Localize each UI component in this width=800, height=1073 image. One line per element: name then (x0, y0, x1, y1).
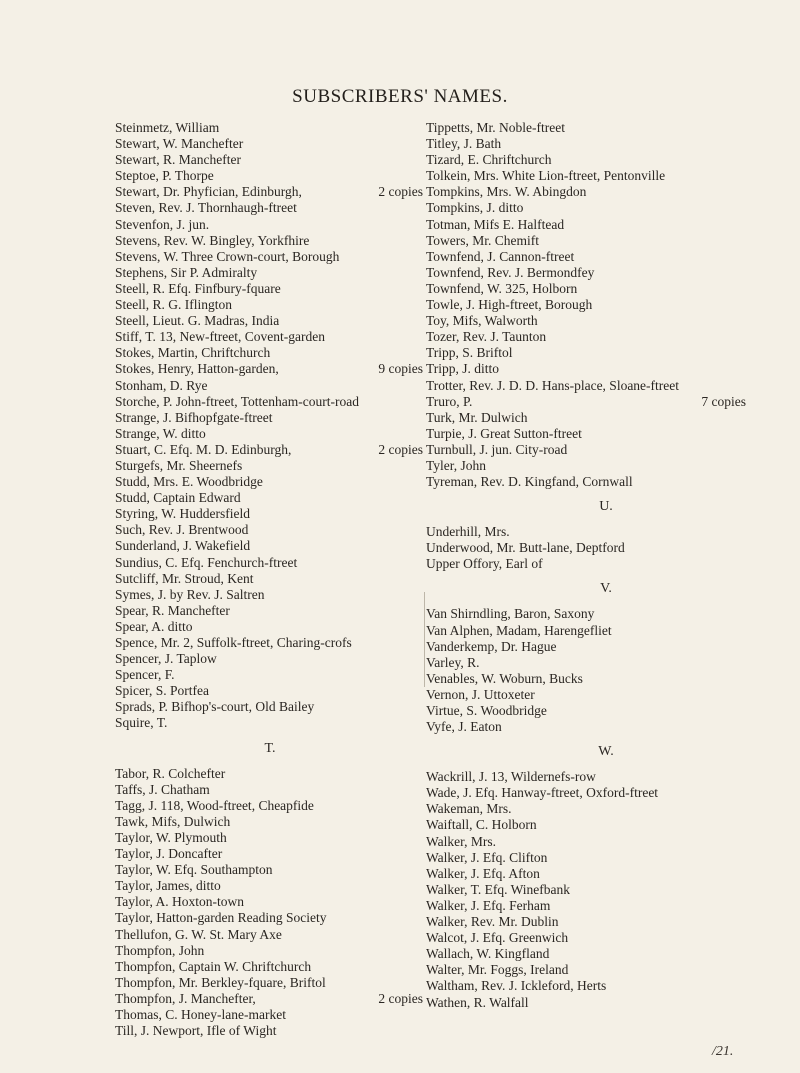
subscriber-entry (426, 623, 786, 639)
subscriber-name: Townfend, Rev. J. Bermondfey (426, 264, 595, 280)
subscriber-entry (115, 265, 425, 281)
subscriber-entry (115, 297, 425, 313)
right-w-entries (426, 769, 786, 1010)
copies-count: 2 copies (378, 990, 423, 1006)
subscriber-name: Stewart, R. Manchefter (115, 152, 241, 168)
subscriber-name: Steptoe, P. Thorpe (115, 168, 214, 184)
copies-count: 2 copies (378, 184, 423, 200)
subscriber-name: Sprads, P. Bifhop's-court, Old Bailey (115, 699, 315, 715)
right-u-entries (426, 524, 786, 572)
subscriber-entry (426, 898, 786, 914)
subscriber-name: Thompfon, John (115, 942, 205, 958)
subscriber-name: Tyler, John (426, 457, 487, 473)
subscriber-entry (426, 168, 786, 184)
subscriber-entry (115, 830, 425, 846)
subscriber-name: Underhill, Mrs. (426, 524, 510, 540)
subscriber-entry (115, 635, 425, 651)
subscriber-name: Thomas, C. Honey-lane-market (115, 1006, 286, 1022)
subscriber-entry (115, 571, 425, 587)
subscriber-entry (426, 200, 786, 216)
subscriber-name: Van Shirndling, Baron, Saxony (426, 606, 595, 622)
subscriber-name: Tompkins, J. ditto (426, 200, 524, 216)
subscriber-entry (426, 703, 786, 719)
subscriber-entry (115, 766, 425, 782)
subscriber-entry (115, 1023, 425, 1039)
subscriber-entry (426, 345, 786, 361)
subscriber-name: Spencer, F. (115, 667, 175, 683)
subscriber-name: Taylor, Hatton-garden Reading Society (115, 910, 327, 926)
subscriber-name: Turpie, J. Great Sutton-ftreet (426, 425, 582, 441)
subscriber-name: Thellufon, G. W. St. Mary Axe (115, 926, 282, 942)
subscriber-name: Wakeman, Mrs. (426, 801, 512, 817)
subscriber-entry (115, 927, 425, 943)
subscriber-entry (115, 506, 425, 522)
subscriber-entry (115, 991, 425, 1007)
subscriber-entry (115, 120, 425, 136)
subscriber-entry (115, 683, 425, 699)
subscriber-name: Truro, P. (426, 393, 473, 409)
subscriber-entry (426, 361, 786, 377)
subscriber-name: Steell, R. G. Iflington (115, 297, 232, 313)
subscriber-name: Totman, Mifs E. Halftead (426, 216, 565, 232)
left-t-entries (115, 766, 425, 1040)
subscriber-name: Steinmetz, William (115, 120, 220, 135)
subscriber-name: Strange, W. ditto (115, 425, 206, 441)
subscriber-name: Stuart, C. Efq. M. D. Edinburgh, (115, 441, 292, 457)
subscriber-entry (115, 184, 425, 200)
subscriber-entry (115, 910, 425, 926)
subscriber-name: Stevenfon, J. jun. (115, 216, 210, 232)
subscriber-name: Steell, Lieut. G. Madras, India (115, 313, 280, 329)
subscriber-entry (115, 522, 425, 538)
subscriber-entry (426, 184, 786, 200)
subscriber-name: Stewart, W. Manchefter (115, 136, 244, 152)
subscriber-name: Tripp, S. Briftol (426, 345, 513, 361)
subscriber-name: Van Alphen, Madam, Harengefliet (426, 622, 612, 638)
subscriber-name: Squire, T. (115, 715, 168, 731)
subscriber-name: Stephens, Sir P. Admiralty (115, 264, 258, 280)
subscriber-name: Stonham, D. Rye (115, 377, 208, 393)
subscriber-name: Such, Rev. J. Brentwood (115, 522, 249, 538)
subscriber-name: Stevens, W. Three Crown-court, Borough (115, 248, 340, 264)
subscriber-entry (115, 313, 425, 329)
subscriber-entry (426, 394, 786, 410)
subscriber-name: Townfend, W. 325, Holborn (426, 280, 578, 296)
subscriber-name: Thompfon, Mr. Berkley-fquare, Briftol (115, 974, 326, 990)
subscriber-entry (426, 120, 786, 136)
subscriber-name: Tolkein, Mrs. White Lion-ftreet, Pentonville (426, 168, 666, 184)
subscriber-entry (426, 817, 786, 833)
subscriber-entry (426, 914, 786, 930)
subscriber-entry (426, 655, 786, 671)
subscriber-name: Tagg, J. 118, Wood-ftreet, Cheapfide (115, 797, 314, 813)
copies-count: 2 copies (378, 441, 423, 457)
subscriber-entry (426, 378, 786, 394)
subscriber-entry (426, 639, 786, 655)
subscriber-name: Townfend, J. Cannon-ftreet (426, 248, 575, 264)
subscriber-name: Walter, Mr. Foggs, Ireland (426, 962, 569, 978)
section-letter-u: U. (599, 499, 613, 515)
subscriber-name: Vanderkemp, Dr. Hague (426, 638, 557, 654)
subscriber-name: Sunderland, J. Wakefield (115, 538, 251, 554)
subscriber-entry (115, 200, 425, 216)
subscriber-entry (115, 894, 425, 910)
subscriber-entry (426, 458, 786, 474)
right-v-entries (426, 606, 786, 735)
subscriber-entry (115, 975, 425, 991)
subscriber-entry (426, 978, 786, 994)
subscriber-name: Stewart, Dr. Phyfician, Edinburgh, (115, 184, 302, 200)
subscriber-entry (426, 410, 786, 426)
subscriber-name: Sundius, C. Efq. Fenchurch-ftreet (115, 554, 298, 570)
subscriber-name: Upper Offory, Earl of (426, 556, 543, 572)
subscriber-entry (115, 862, 425, 878)
subscriber-entry (426, 524, 786, 540)
subscriber-name: Towers, Mr. Chemift (426, 232, 540, 248)
subscriber-entry (115, 846, 425, 862)
subscriber-name: Taffs, J. Chatham (115, 781, 210, 797)
section-letter-w: W. (598, 744, 614, 760)
subscriber-name: Tabor, R. Colchefter (115, 765, 226, 781)
subscriber-name: Wallach, W. Kingfland (426, 946, 550, 962)
column-divider (424, 592, 425, 687)
subscriber-entry (426, 152, 786, 168)
subscriber-name: Vyfe, J. Eaton (426, 719, 502, 735)
subscriber-name: Stokes, Martin, Chriftchurch (115, 345, 271, 361)
subscriber-entry (426, 265, 786, 281)
subscriber-entry (426, 866, 786, 882)
right-t-entries (426, 120, 786, 490)
subscriber-entry (426, 249, 786, 265)
subscriber-entry (426, 297, 786, 313)
page-title: SUBSCRIBERS' NAMES. (292, 86, 508, 107)
subscriber-name: Taylor, W. Efq. Southampton (115, 862, 273, 878)
subscriber-name: Studd, Mrs. E. Woodbridge (115, 474, 263, 490)
subscriber-entry (426, 882, 786, 898)
subscriber-name: Walker, Rev. Mr. Dublin (426, 914, 559, 930)
subscriber-name: Spear, A. ditto (115, 618, 193, 634)
subscriber-entry (115, 651, 425, 667)
subscriber-name: Varley, R. (426, 654, 480, 670)
section-letter-v: V. (600, 581, 612, 597)
subscriber-entry (426, 962, 786, 978)
subscriber-entry (115, 361, 425, 377)
subscriber-entry (115, 490, 425, 506)
subscriber-name: Towle, J. High-ftreet, Borough (426, 297, 593, 313)
subscriber-name: Storche, P. John-ftreet, Tottenham-court-road (115, 393, 359, 409)
subscriber-entry (426, 281, 786, 297)
subscriber-name: Venables, W. Woburn, Bucks (426, 670, 583, 686)
subscriber-entry (426, 474, 786, 490)
subscriber-entry (115, 555, 425, 571)
subscriber-name: Sturgefs, Mr. Sheernefs (115, 457, 243, 473)
subscriber-entry (115, 959, 425, 975)
subscriber-name: Vernon, J. Uttoxeter (426, 686, 535, 702)
subscriber-name: Waltham, Rev. J. Ickleford, Herts (426, 978, 607, 994)
subscriber-entry (115, 249, 425, 265)
subscriber-entry (426, 426, 786, 442)
subscriber-entry (115, 1007, 425, 1023)
subscriber-entry (115, 458, 425, 474)
subscriber-entry (115, 782, 425, 798)
subscriber-name: Sutcliff, Mr. Stroud, Kent (115, 570, 254, 586)
subscriber-name: Tawk, Mifs, Dulwich (115, 813, 231, 829)
subscriber-entry (115, 345, 425, 361)
subscriber-entry (115, 587, 425, 603)
subscriber-name: Steven, Rev. J. Thornhaugh-ftreet (115, 200, 297, 216)
subscriber-entry (426, 850, 786, 866)
subscriber-name: Taylor, A. Hoxton-town (115, 894, 245, 910)
subscriber-entry (426, 785, 786, 801)
subscriber-name: Spencer, J. Taplow (115, 651, 217, 667)
subscriber-name: Wathen, R. Walfall (426, 994, 529, 1010)
subscriber-entry (115, 152, 425, 168)
subscriber-name: Styring, W. Huddersfield (115, 506, 250, 522)
subscriber-entry (115, 619, 425, 635)
subscriber-entry (426, 329, 786, 345)
subscriber-entry (426, 540, 786, 556)
subscriber-name: Tompkins, Mrs. W. Abingdon (426, 184, 587, 200)
subscriber-entry (426, 930, 786, 946)
subscriber-entry (426, 719, 786, 735)
subscriber-entry (426, 233, 786, 249)
subscriber-name: Wade, J. Efq. Hanway-ftreet, Oxford-ftreet (426, 785, 659, 801)
subscriber-name: Underwood, Mr. Butt-lane, Deptford (426, 540, 625, 556)
subscriber-entry (115, 378, 425, 394)
subscriber-name: Symes, J. by Rev. J. Saltren (115, 586, 265, 602)
subscriber-entry (426, 834, 786, 850)
subscriber-entry (426, 556, 786, 572)
subscriber-entry (115, 168, 425, 184)
subscriber-name: Spear, R. Manchefter (115, 602, 230, 618)
subscriber-name: Tippetts, Mr. Noble-ftreet (426, 120, 565, 135)
subscriber-entry (115, 281, 425, 297)
subscriber-name: Waiftall, C. Holborn (426, 817, 537, 833)
subscriber-entry (426, 946, 786, 962)
subscriber-entry (115, 394, 425, 410)
subscriber-entry (115, 814, 425, 830)
subscriber-name: Thompfon, Captain W. Chriftchurch (115, 958, 312, 974)
subscriber-name: Turk, Mr. Dulwich (426, 409, 528, 425)
subscriber-name: Toy, Mifs, Walworth (426, 313, 538, 329)
subscriber-entry (115, 410, 425, 426)
subscriber-name: Taylor, W. Plymouth (115, 829, 227, 845)
subscriber-name: Taylor, James, ditto (115, 878, 221, 894)
subscriber-name: Studd, Captain Edward (115, 490, 241, 506)
subscriber-entry (115, 798, 425, 814)
subscriber-name: Walcot, J. Efq. Greenwich (426, 930, 569, 946)
copies-count: 9 copies (378, 361, 423, 377)
subscriber-entry (426, 995, 786, 1011)
subscriber-name: Walker, T. Efq. Winefbank (426, 881, 571, 897)
subscriber-name: Tripp, J. ditto (426, 361, 500, 377)
subscriber-name: Steell, R. Efq. Finfbury-fquare (115, 280, 281, 296)
subscriber-name: Stokes, Henry, Hatton-garden, (115, 361, 279, 377)
subscriber-entry (115, 699, 425, 715)
subscriber-name: Till, J. Newport, Ifle of Wight (115, 1023, 277, 1039)
subscriber-name: Tozer, Rev. J. Taunton (426, 329, 547, 345)
subscriber-entry (115, 329, 425, 345)
subscriber-entry (115, 943, 425, 959)
subscriber-name: Tyreman, Rev. D. Kingfand, Cornwall (426, 474, 633, 490)
right-column (426, 120, 786, 1011)
subscriber-name: Walker, Mrs. (426, 833, 496, 849)
subscriber-entry (426, 217, 786, 233)
subscriber-entry (115, 474, 425, 490)
subscriber-name: Titley, J. Bath (426, 136, 502, 152)
subscriber-entry (115, 217, 425, 233)
subscriber-name: Turnbull, J. jun. City-road (426, 441, 568, 457)
subscriber-name: Walker, J. Efq. Afton (426, 865, 540, 881)
subscriber-entry (115, 442, 425, 458)
subscriber-name: Thompfon, J. Manchefter, (115, 990, 256, 1006)
section-letter-t: T. (264, 740, 276, 756)
subscriber-entry (426, 606, 786, 622)
subscriber-entry (426, 442, 786, 458)
subscriber-entry (115, 426, 425, 442)
subscriber-name: Stevens, Rev. W. Bingley, Yorkfhire (115, 232, 310, 248)
subscriber-entry (115, 715, 425, 731)
subscriber-name: Trotter, Rev. J. D. D. Hans-place, Sloane-ftreet (426, 377, 680, 393)
subscriber-name: Spicer, S. Portfea (115, 683, 209, 699)
subscriber-name: Stiff, T. 13, New-ftreet, Covent-garden (115, 329, 325, 345)
subscriber-entry (426, 801, 786, 817)
subscriber-entry (115, 538, 425, 554)
folio-mark: /21. (712, 1044, 734, 1059)
copies-count: 7 copies (701, 393, 746, 409)
subscriber-name: Walker, J. Efq. Clifton (426, 849, 548, 865)
subscriber-entry (426, 136, 786, 152)
subscriber-entry (115, 878, 425, 894)
subscriber-entry (426, 687, 786, 703)
subscriber-entry (115, 667, 425, 683)
left-column (115, 120, 425, 1039)
subscriber-entry (426, 769, 786, 785)
subscriber-entry (115, 603, 425, 619)
subscriber-entry (115, 136, 425, 152)
subscriber-name: Strange, J. Bifhopfgate-ftreet (115, 409, 273, 425)
subscriber-entry (426, 671, 786, 687)
subscriber-name: Walker, J. Efq. Ferham (426, 897, 551, 913)
subscriber-name: Virtue, S. Woodbridge (426, 703, 547, 718)
subscriber-entry (115, 233, 425, 249)
subscriber-name: Wackrill, J. 13, Wildernefs-row (426, 769, 596, 785)
subscriber-name: Spence, Mr. 2, Suffolk-ftreet, Charing-crofs (115, 635, 352, 650)
subscriber-name: Taylor, J. Doncafter (115, 846, 223, 862)
subscriber-entry (426, 313, 786, 329)
left-s-entries (115, 120, 425, 732)
subscriber-name: Tizard, E. Chriftchurch (426, 152, 552, 168)
